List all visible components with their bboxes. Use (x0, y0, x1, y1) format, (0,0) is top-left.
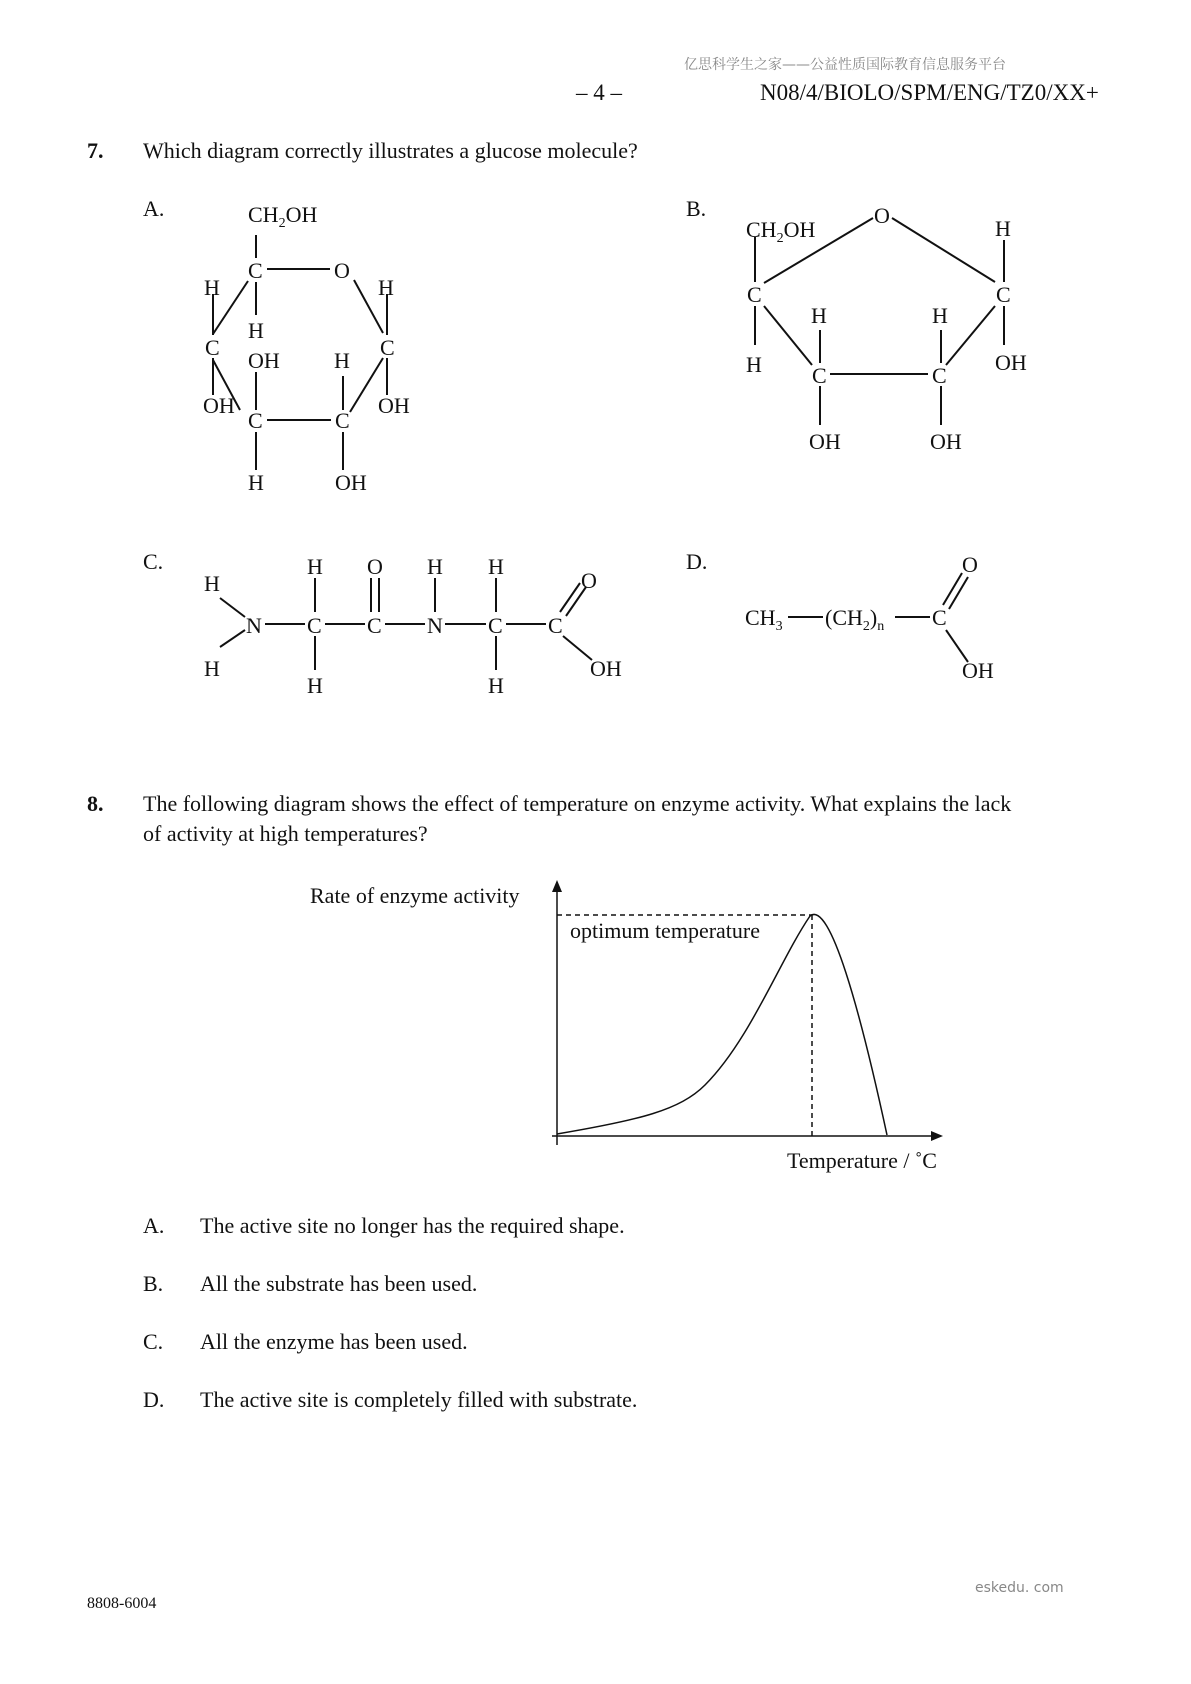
q7-option-b-letter: B. (686, 196, 707, 221)
structure-d-hydroxyl: OH (962, 658, 994, 683)
graph-y-label: Rate of enzyme activity (310, 883, 520, 908)
structure-b-hydrogen: H (811, 303, 827, 328)
structure-b-diagram (730, 195, 1040, 465)
structure-a-hydrogen: H (248, 318, 264, 343)
structure-c-hydrogen: H (307, 554, 323, 579)
structure-b-carbon: C (932, 363, 947, 388)
structure-a-carbon: C (205, 335, 220, 360)
structure-b-carbon: C (812, 363, 827, 388)
structure-a-hydrogen: H (248, 470, 264, 495)
structure-a-hydroxyl: OH (203, 393, 235, 418)
structure-d-ch2n-chain: $(CH_2)_n$ (825, 605, 885, 634)
structure-d-ch3-group: $CH_3$ (745, 605, 783, 634)
q8-option-d-letter: D. (143, 1387, 165, 1412)
y-axis-arrowhead (552, 880, 562, 892)
watermark-text: 亿思科学生之家——公益性质国际教育信息服务平台 (684, 57, 1006, 73)
structure-b-ring-oxygen: O (874, 203, 890, 228)
graph-x-label: Temperature / ˚C (787, 1148, 937, 1173)
graph-peak-label: optimum temperature (570, 918, 760, 943)
structure-a-hydrogen: H (378, 275, 394, 300)
x-axis-arrowhead (931, 1131, 943, 1141)
q7-text: Which diagram correctly illustrates a glucose molecule? (143, 138, 638, 163)
q8-option-a-letter: A. (143, 1213, 165, 1238)
enzyme-activity-graph (300, 870, 970, 1180)
q8-text-line2: of activity at high temperatures? (143, 821, 428, 846)
structure-a-hydroxyl: OH (378, 393, 410, 418)
structure-b-hydroxyl: OH (930, 429, 962, 454)
q8-text-line1: The following diagram shows the effect of temperature on enzyme activity. What explains the lack (143, 791, 1012, 816)
structure-c-hydrogen: H (204, 571, 220, 596)
structure-c-diagram (195, 545, 635, 705)
structure-b-hydrogen: H (746, 352, 762, 377)
page-number: – 4 – (576, 80, 622, 105)
structure-b-hydroxyl: OH (995, 350, 1027, 375)
q8-option-b-text: All the substrate has been used. (200, 1271, 478, 1296)
structure-a-hydroxyl: OH (248, 348, 280, 373)
footer-code: 8808-6004 (87, 1595, 157, 1612)
structure-a-carbon: C (335, 408, 350, 433)
q7-option-c-letter: C. (143, 549, 164, 574)
structure-b-hydrogen: H (995, 216, 1011, 241)
structure-b-carbon: C (996, 282, 1011, 307)
structure-a-ch2oh-group: $CH_2OH$ (248, 202, 318, 231)
structure-c-hydrogen: H (307, 673, 323, 698)
structure-b-hydroxyl: OH (809, 429, 841, 454)
structure-a-hydroxyl: OH (335, 470, 367, 495)
structure-c-carbon: C (488, 613, 503, 638)
structure-c-nitrogen: N (427, 613, 443, 638)
structure-c-hydrogen: H (204, 656, 220, 681)
structure-a-carbon: C (248, 408, 263, 433)
q8-option-b-letter: B. (143, 1271, 164, 1296)
structure-a-hydrogen: H (334, 348, 350, 373)
structure-b-carbon: C (747, 282, 762, 307)
structure-b-hydrogen: H (932, 303, 948, 328)
structure-c-oxygen: O (367, 554, 383, 579)
structure-d-carbon: C (932, 605, 947, 630)
structure-c-nitrogen: N (246, 613, 262, 638)
structure-d-oxygen: O (962, 552, 978, 577)
structure-a-carbon: C (248, 258, 263, 283)
q8-option-c-letter: C. (143, 1329, 164, 1354)
structure-b-ch2oh-group: $CH_2OH$ (746, 217, 816, 246)
q8-option-c-text: All the enzyme has been used. (200, 1329, 468, 1354)
structure-c-hydrogen: H (488, 554, 504, 579)
structure-a-diagram (190, 195, 450, 505)
structure-c-hydrogen: H (427, 554, 443, 579)
q7-number: 7. (87, 138, 104, 163)
structure-c-carbon: C (367, 613, 382, 638)
q7-option-d-letter: D. (686, 549, 708, 574)
structure-a-hydrogen: H (204, 275, 220, 300)
q8-option-d-text: The active site is completely filled with substrate. (200, 1387, 638, 1412)
structure-c-carbon: C (548, 613, 563, 638)
structure-d-diagram (740, 545, 1010, 685)
structure-c-carbon: C (307, 613, 322, 638)
structure-a-ring-oxygen: O (334, 258, 350, 283)
enzyme-activity-curve (557, 914, 887, 1135)
q8-number: 8. (87, 791, 104, 816)
paper-code: N08/4/BIOLO/SPM/ENG/TZ0/XX+ (760, 80, 1099, 105)
q8-option-a-text: The active site no longer has the required shape. (200, 1213, 625, 1238)
structure-c-oxygen: O (581, 568, 597, 593)
q7-option-a-letter: A. (143, 196, 165, 221)
structure-c-hydroxyl: OH (590, 656, 622, 681)
footer-site: eskedu. com (975, 1580, 1064, 1596)
structure-a-carbon: C (380, 335, 395, 360)
structure-c-hydrogen: H (488, 673, 504, 698)
